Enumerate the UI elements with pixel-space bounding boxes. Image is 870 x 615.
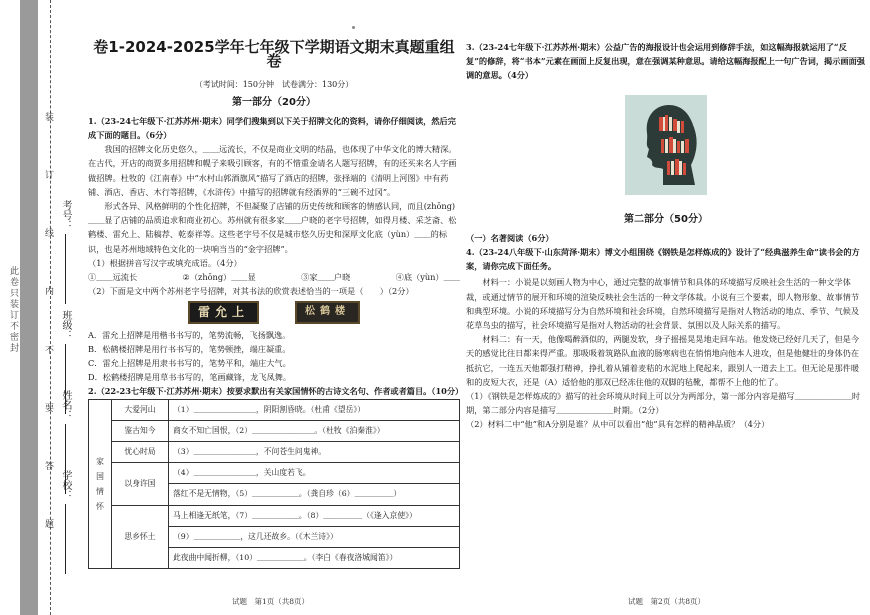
binding-strip <box>0 0 84 615</box>
q1-blank-2[interactable]: ②（zhōng）＿＿显 <box>182 272 256 283</box>
poem-table <box>88 399 460 570</box>
binding-mark: 订 <box>44 171 57 182</box>
head-silhouette-icon <box>625 95 707 195</box>
binding-marks <box>44 110 58 530</box>
q1-blank-4[interactable]: ④底（yùn）＿＿ <box>395 272 460 283</box>
field-label: 姓名： <box>60 390 71 420</box>
q4-sub2[interactable]: （2）材料二中“他”和A分别是谁？从中可以看出“他”具有怎样的精神品质？（4分） <box>466 419 770 430</box>
poem-row[interactable]: （3）＿＿＿＿＿＿＿＿，不问苍生问鬼神。 <box>169 442 460 463</box>
q1-choice-c[interactable]: C．雷允上招牌是用隶书书写的，笔势平和，端庄大气。 <box>88 358 291 369</box>
poem-sub: 忧心时局 <box>112 442 169 463</box>
q4-sub1[interactable]: （1）《钢铁是怎样炼成的》描写的社会环境从时间上可以分为两部分，第一部分内容是描写＿＿＿＿＿＿＿时期，第二部分内容是描写＿＿＿＿＿＿＿时期。（2分） <box>466 391 861 416</box>
poem-row[interactable]: （9）＿＿＿＿＿＿，这几还故乡。（《木兰诗》） <box>169 526 460 547</box>
binding-mark: 要 <box>44 403 57 414</box>
q1-blank-3[interactable]: ③家＿＿户晓 <box>301 272 351 283</box>
poem-row[interactable]: 商女不知亡国恨，（2）＿＿＿＿＿＿＿＿。（杜牧《泊秦淮》） <box>169 420 460 441</box>
q1-heading: 1.（23-24七年级下·江苏苏州·期末）同学们搜集到以下关于招牌文化的资料，请你仔细阅读，然后完成下面的题目。（6分） <box>88 115 456 141</box>
page-title: 卷1-2024-2025学年七年级下学期语文期末真题重组卷 <box>93 38 455 71</box>
q3-text: 3.（23-24七年级下·江苏苏州·期末）公益广告的海报设计也会运用到修辞手法，如这幅海报就运用了“反复”的修辞，将“书本”元素在画面上反复出现，意在强调某种意思。请给这幅海报配上一句广告词，揭示画面强调的意思。（4分） <box>466 42 865 81</box>
footer-left: 试题 第1页（共8页） <box>232 597 310 606</box>
calligraphy-plaque-songhelou: 松鹤楼 <box>295 301 360 323</box>
poem-row[interactable]: （4）＿＿＿＿＿＿＿＿，关山度若飞。 <box>169 463 460 484</box>
q1-blank-1[interactable]: ①＿＿远流长 <box>88 272 138 283</box>
q1-choice-a[interactable]: A．雷允上招牌是用楷书书写的，笔势流畅，飞扬飘逸。 <box>88 329 291 340</box>
binding-mark: 题 <box>44 519 57 530</box>
q1-choice-b[interactable]: B．松鹤楼招牌是用行书书写的，笔势顿挫，端庄凝重。 <box>88 343 291 354</box>
binding-vertical-text: 此卷只装订不密封 <box>8 266 18 354</box>
q2-heading: 2.（22-23七年级下·江苏苏州·期末）按要求默出有关家国情怀的古诗文名句、作者或者篇目。（10分） <box>88 386 464 397</box>
page-right <box>466 40 866 432</box>
binding-mark: 答 <box>44 461 57 472</box>
binding-mark: 内 <box>44 287 57 298</box>
exam-info: （考试时间：150分钟 试卷满分：130分） <box>194 80 354 90</box>
material-2: 材料二：有一天，他像喝醉酒似的，两腿发软，身子摇摇晃晃地走回车站。他发烧已经好几天了，但是今天的感觉比往日都来得严重。那吸吸着筑路队血液的肠寒病也在悄悄地向他本人进攻，但是他健壮的身体仍在抵抗它，一连五天他都强打精神，挣扎着从铺着麦秸的水泥地上爬起来，跟别人一道去上工。但无论是那件暖和的皮短大衣，还是（A）适恰他的那双已经冻住他的双脚的毡靴，都帮不上他的忙了。 <box>466 334 860 387</box>
q1-passage-2: 形式各异、风格鲜明的个性化招牌，不但凝聚了店铺的历史传统和顾客的情感认同，而且(zhōng)＿＿显了店铺的品质追求和商业初心。苏州就有很多家＿＿户晓的老字号招牌，如得月楼、采芝斋、松鹤楼、雷允上、陆稿荐、乾泰祥等。这些老字号不仅是城市悠久历史和深厚文化底（yùn）＿＿的标识，也是苏州地域特色文化的一块响当当的“金字招牌”。 <box>88 201 457 254</box>
section1-heading: （一）名著阅读（6分） <box>466 232 554 243</box>
material-1: 材料一：小说是以刻画人物为中心，通过完整的故事情节和具体的环境描写反映社会生活的一种文学体裁，或通过情节的展开和环境的渲染反映社会生活的一种文学体裁。小说有三个要素，即人物形象、故事情节和典型环境。小说的环境描写分为自然环境和社会环境，自然环境描写是指对人物活动的地点、季节、气候及花草鸟虫的描写，社会环境描写是指对人物活动的社会背景、氛围以及人际关系的描写。 <box>466 277 860 331</box>
exam-number-field[interactable] <box>58 200 73 304</box>
calligraphy-plaque-leiyunshang: 雷允上 <box>188 301 259 323</box>
q1-sub1: （1）根据拼音写汉字或填充成语。（4分） <box>88 257 242 268</box>
q1-sub1-options <box>88 270 460 284</box>
binding-mark: 线 <box>44 229 57 240</box>
poem-sub: 大爱河山 <box>112 399 169 420</box>
poem-row[interactable]: 落红不是无情物，（5）＿＿＿＿＿＿。（龚自珍（6）＿＿＿＿＿） <box>169 484 460 505</box>
part2-heading: 第二部分（50分） <box>624 213 708 225</box>
poem-category: 家国情怀 <box>89 399 112 569</box>
footer-right: 试题 第2页（共8页） <box>628 597 706 606</box>
poem-row[interactable]: （1）＿＿＿＿＿＿＿＿，阴阳割昏晓。（杜甫《望岳》） <box>169 399 460 420</box>
decor-dot <box>352 26 355 29</box>
poem-sub: 鉴古知今 <box>112 420 169 441</box>
poem-row[interactable]: 此夜曲中闻折柳，（10）＿＿＿＿＿＿。（李白《春夜洛城闻笛》） <box>169 548 460 569</box>
binding-mark: 装 <box>44 113 57 123</box>
q1-choice-d[interactable]: D．松鹤楼招牌是用草书书写的，笔画藏锋，龙飞凤舞。 <box>88 372 292 383</box>
poem-row[interactable]: 马上相逢无纸笔，（7）＿＿＿＿＿＿。（8）＿＿＿＿＿（《逢入京使》） <box>169 505 460 526</box>
field-label: 学校： <box>60 470 71 500</box>
part1-heading: 第一部分（20分） <box>232 96 316 108</box>
field-label: 考号： <box>60 200 71 230</box>
gray-binding-bar <box>20 0 38 615</box>
poem-sub: 思乡怀土 <box>112 505 169 569</box>
q1-sub2: （2）下面是文中两个苏州老字号招牌，对其书法的欣赏表述恰当的一项是（ ）（2分） <box>88 286 414 297</box>
school-field[interactable] <box>58 470 73 574</box>
calligraphy-images <box>88 301 460 323</box>
field-label: 班级： <box>60 310 71 340</box>
binding-mark: 不 <box>44 345 57 356</box>
q4-heading: 4.（23-24八年级下·山东菏泽·期末）博文小组围绕《钢铁是怎样炼成的》设计了“经典滋养生命”读书会的方案，请你完成下面任务。 <box>466 247 860 272</box>
q1-passage-1: 我国的招牌文化历史悠久，＿＿远流长，不仅是商业文明的结晶，也体现了中华文化的博大精深。在古代，开店的商贾多用招牌和幌子来吸引顾客，有的不惜重金请名人题写招牌，有的还买来名人字画做招牌。杜牧的《江南春》中“水村山郭酒旗风”描写了酒店的招牌，张择端的《清明上河图》中有药铺、酒店、香店、木行等招牌，《水浒传》中描写的招牌就有经酒界的“三碗不过冈”。 <box>88 144 457 197</box>
poster-image <box>625 95 707 195</box>
poem-sub: 以身许国 <box>112 463 169 505</box>
page-left <box>88 36 464 569</box>
